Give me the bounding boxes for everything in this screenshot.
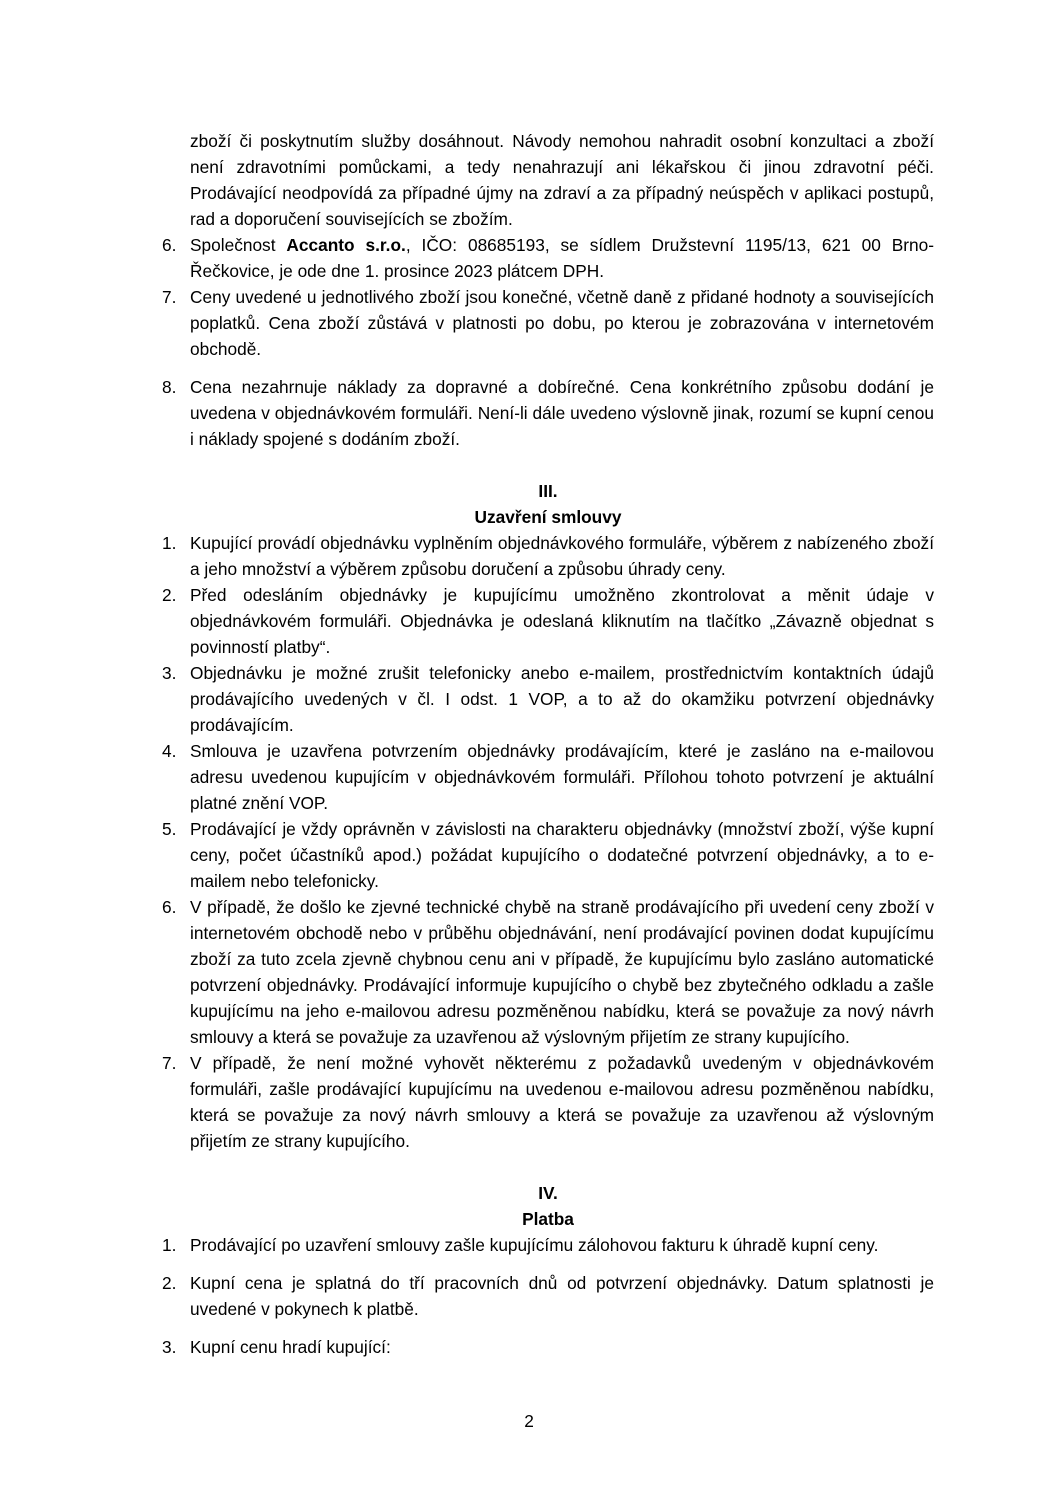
item-number: 8. xyxy=(162,377,177,397)
item-text: Smlouva je uzavřena potvrzením objednávky prodávajícím, které je zasláno na e-mailovou adresu uvedenou kupujícím v objednávkovém formuláři. Přílohou tohoto potvrzení je aktuální platné znění VOP. xyxy=(190,741,934,813)
item-text: Objednávku je možné zrušit telefonicky anebo e-mailem, prostřednictvím kontaktních údajů prodávajícího uvedených v čl. I odst. 1 VOP, a to až do okamžiku potvrzení objednávky prodávajícím. xyxy=(190,663,934,735)
page-body xyxy=(162,128,934,1360)
section-title: Platba xyxy=(522,1209,574,1229)
page-number: 2 xyxy=(524,1411,534,1431)
list-item xyxy=(162,530,934,582)
item-text: V případě, že není možné vyhovět některému z požadavků uvedeným v objednávkovém formuláři, zašle prodávající kupujícímu na uvedenou e-mailovou adresu pozměněnou nabídku, která se považuje za nový návrh smlouvy a která se považuje za uzavřenou až výslovným přijetím ze strany kupujícího. xyxy=(190,1053,934,1151)
list-item xyxy=(162,284,934,362)
list-item xyxy=(162,1334,934,1360)
item-text-pre: Společnost xyxy=(190,235,287,255)
continuation-paragraph: zboží či poskytnutím služby dosáhnout. Návody nemohou nahradit osobní konzultaci a zboží není zdravotními pomůckami, a tedy nenahrazují ani lékařskou či jinou zdravotní péči. Prodávající neodpovídá za případné újmy na zdraví a za případný neúspěch v aplikaci postupů, rad a doporučení souvisejících se zbožím. xyxy=(190,131,934,229)
list-item xyxy=(162,1050,934,1154)
item-text: Kupní cenu hradí kupující: xyxy=(190,1337,391,1357)
list-item xyxy=(162,660,934,738)
item-number: 4. xyxy=(162,741,177,761)
item-text: Prodávající po uzavření smlouvy zašle kupujícímu zálohovou fakturu k úhradě kupní ceny. xyxy=(190,1235,879,1255)
item-text-post: , IČO: 08685193, se sídlem Družstevní 1195/13, 621 00 Brno-Řečkovice, je ode dne 1. prosince 2023 plátcem DPH. xyxy=(190,235,934,281)
item-text: Kupní cena je splatná do tří pracovních dnů od potvrzení objednávky. Datum splatnosti je uvedené v pokynech k platbě. xyxy=(190,1273,934,1319)
item-number: 2. xyxy=(162,585,177,605)
item-text: V případě, že došlo ke zjevné technické chybě na straně prodávajícího při uvedení ceny zboží v internetovém obchodě nebo v průběhu objednávání, není prodávající povinen dodat kupujícímu zboží za tuto zcela zjevně chybnou cenu ani v případě, že kupujícímu bylo zasláno automatické potvrzení objednávky. Prodávající informuje kupujícího o chybě bez zbytečného odkladu a zašle kupujícímu na jeho e-mailovou adresu pozměněnou nabídku, která se považuje za nový návrh smlouvy a která se považuje za uzavřenou až výslovným přijetím ze strany kupujícího. xyxy=(190,897,934,1047)
item-number: 1. xyxy=(162,1235,177,1255)
list-item xyxy=(162,1270,934,1322)
item-number: 6. xyxy=(162,235,177,255)
list-item xyxy=(162,738,934,816)
section-number: IV. xyxy=(538,1183,558,1203)
item-number: 5. xyxy=(162,819,177,839)
section-number: III. xyxy=(538,481,558,501)
item-number: 1. xyxy=(162,533,177,553)
section-title: Uzavření smlouvy xyxy=(474,507,622,527)
company-name: Accanto s.r.o. xyxy=(286,235,406,255)
item-number: 3. xyxy=(162,663,177,683)
item-number: 7. xyxy=(162,1053,177,1073)
item-text: Prodávající je vždy oprávněn v závislosti na charakteru objednávky (množství zboží, výše kupní ceny, počet účastníků apod.) požádat kupujícího o dodatečné potvrzení objednávky, a to e-mailem nebo telefonicky. xyxy=(190,819,934,891)
list-item xyxy=(162,816,934,894)
item-text: Ceny uvedené u jednotlivého zboží jsou konečné, včetně daně z přidané hodnoty a souvisejících poplatků. Cena zboží zůstává v platnosti po dobu, po kterou je zobrazována v internetovém obchodě. xyxy=(190,287,934,359)
item-text: Před odesláním objednávky je kupujícímu umožněno zkontrolovat a měnit údaje v objednávkovém formuláři. Objednávka je odeslaná kliknutím na tlačítko „Závazně objednat s povinností platby“. xyxy=(190,585,934,657)
item-number: 7. xyxy=(162,287,177,307)
list-item xyxy=(162,582,934,660)
section4-list xyxy=(162,1232,934,1360)
item-text: Cena nezahrnuje náklady za dopravné a dobírečné. Cena konkrétního způsobu dodání je uvedena v objednávkovém formuláři. Není-li dále uvedeno výslovně jinak, rozumí se kupní cenou i náklady spojené s dodáním zboží. xyxy=(190,377,934,449)
item-number: 6. xyxy=(162,897,177,917)
section3-list xyxy=(162,530,934,1154)
list-item xyxy=(162,232,934,284)
item-text: Kupující provádí objednávku vyplněním objednávkového formuláře, výběrem z nabízeného zboží a jeho množství a výběrem způsobu doručení a způsobu úhrady ceny. xyxy=(190,533,934,579)
list-item xyxy=(162,374,934,452)
list-item xyxy=(162,1232,934,1258)
list-item xyxy=(162,894,934,1050)
item-number: 3. xyxy=(162,1337,177,1357)
item-number: 2. xyxy=(162,1273,177,1293)
